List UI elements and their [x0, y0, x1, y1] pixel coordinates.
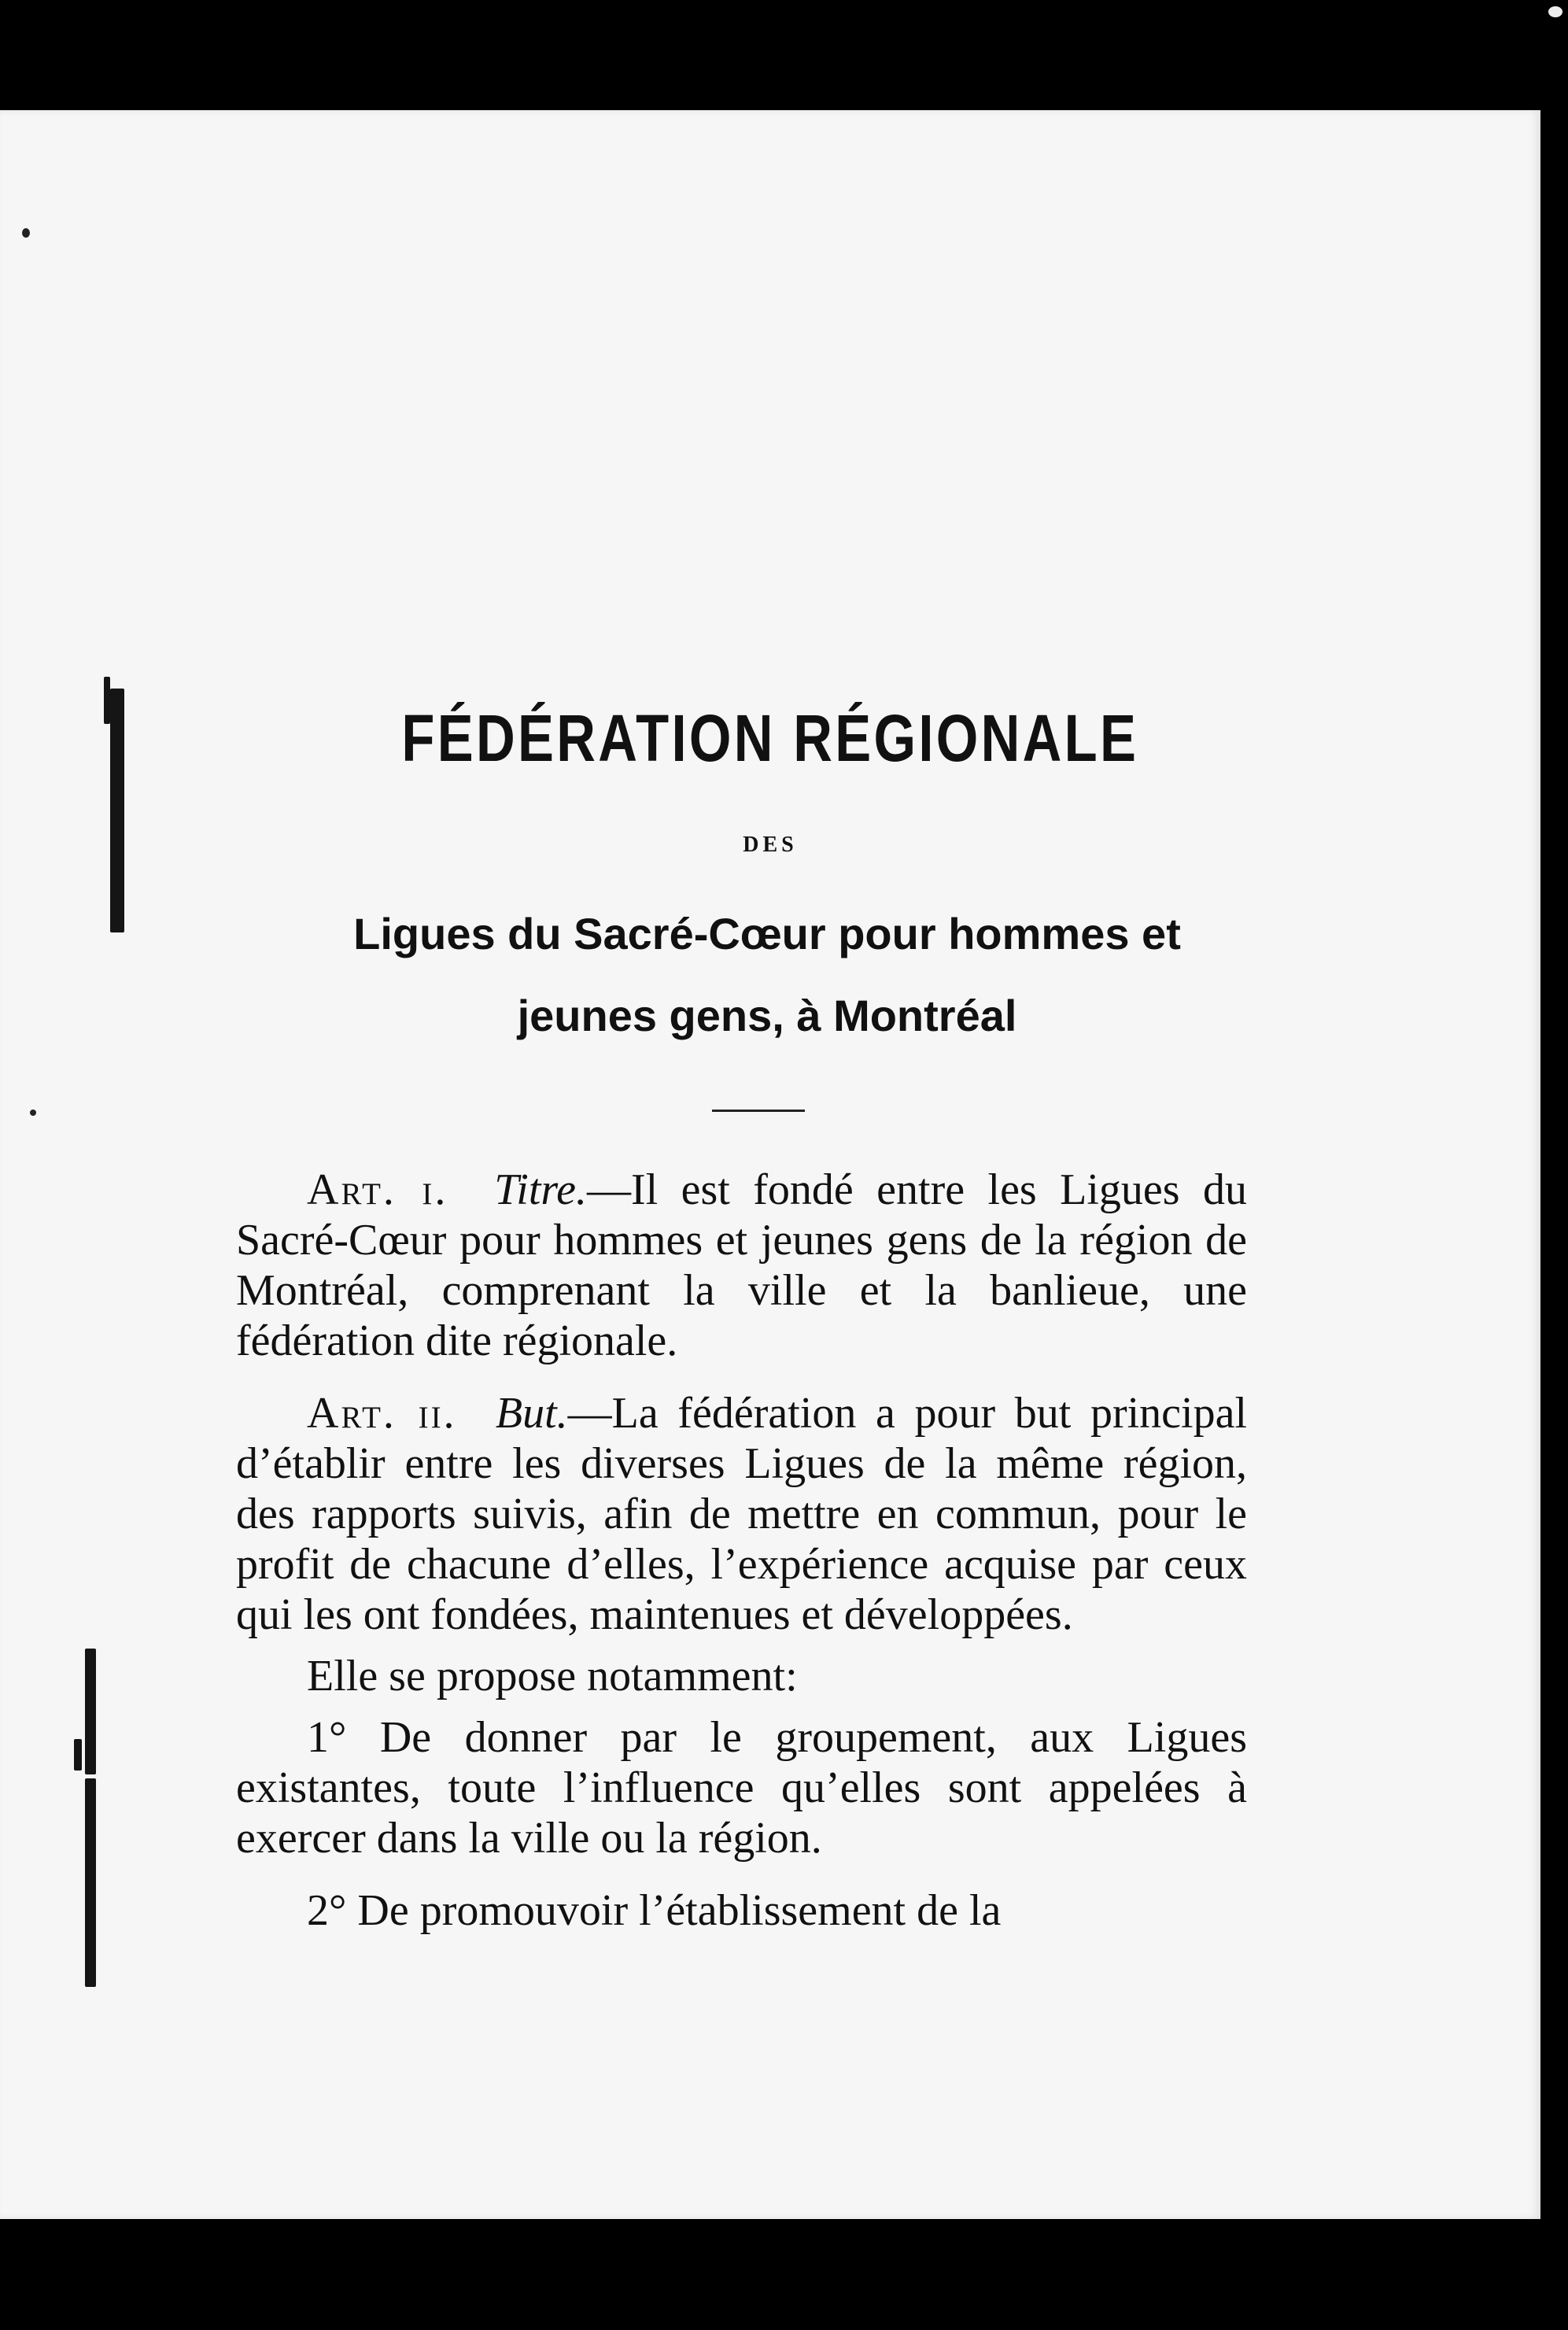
document-subtitle	[260, 893, 1275, 1057]
article-2	[236, 1388, 1247, 1640]
subtitle-line: Ligues du Sacré-Cœur pour hommes et	[353, 909, 1181, 958]
title-connector: DES	[743, 833, 798, 857]
binding-staple	[74, 1739, 82, 1771]
article-1	[236, 1165, 1247, 1366]
binding-hole	[30, 1110, 36, 1116]
article-label: Art. ii.	[307, 1389, 457, 1438]
binding-staple	[104, 677, 110, 724]
article-text: —Il est fondé entre les Ligues du Sacré-Cœur pour hommes et jeunes gens de la région de Montréal, comprenant la ville et la banlieue, une fédération dite régionale.	[236, 1165, 1247, 1365]
document-title: FÉDÉRATION RÉGIONALE	[401, 701, 1139, 775]
intro-line: Elle se propose notamment:	[307, 1652, 798, 1700]
document-page	[0, 110, 1540, 2219]
section-divider	[712, 1110, 805, 1112]
document-body	[236, 1165, 1247, 1958]
article-heading: But.	[495, 1389, 568, 1438]
binding-staple	[85, 1778, 96, 1987]
binding-staple	[110, 689, 124, 932]
article-heading: Titre.	[494, 1165, 587, 1214]
point-2: 2° De promouvoir l’établissement de la	[307, 1886, 1002, 1935]
point-1: 1° De donner par le groupement, aux Ligues existantes, toute l’influence qu’elles sont appelées à exercer dans la ville ou la région.	[236, 1713, 1247, 1863]
binding-hole	[22, 228, 30, 238]
article-label: Art. i.	[307, 1165, 448, 1214]
subtitle-line: jeunes gens, à Montréal	[517, 991, 1017, 1040]
article-text: —La fédération a pour but principal d’établir entre les diverses Ligues de la même région, des rapports suivis, afin de mettre en commun, pour le profit de chacune d’elles, l’expérience acquise par ceux qui les ont fondées, maintenues et développées.	[236, 1389, 1247, 1639]
scan-artifact	[1548, 6, 1562, 17]
binding-staple	[85, 1649, 96, 1774]
